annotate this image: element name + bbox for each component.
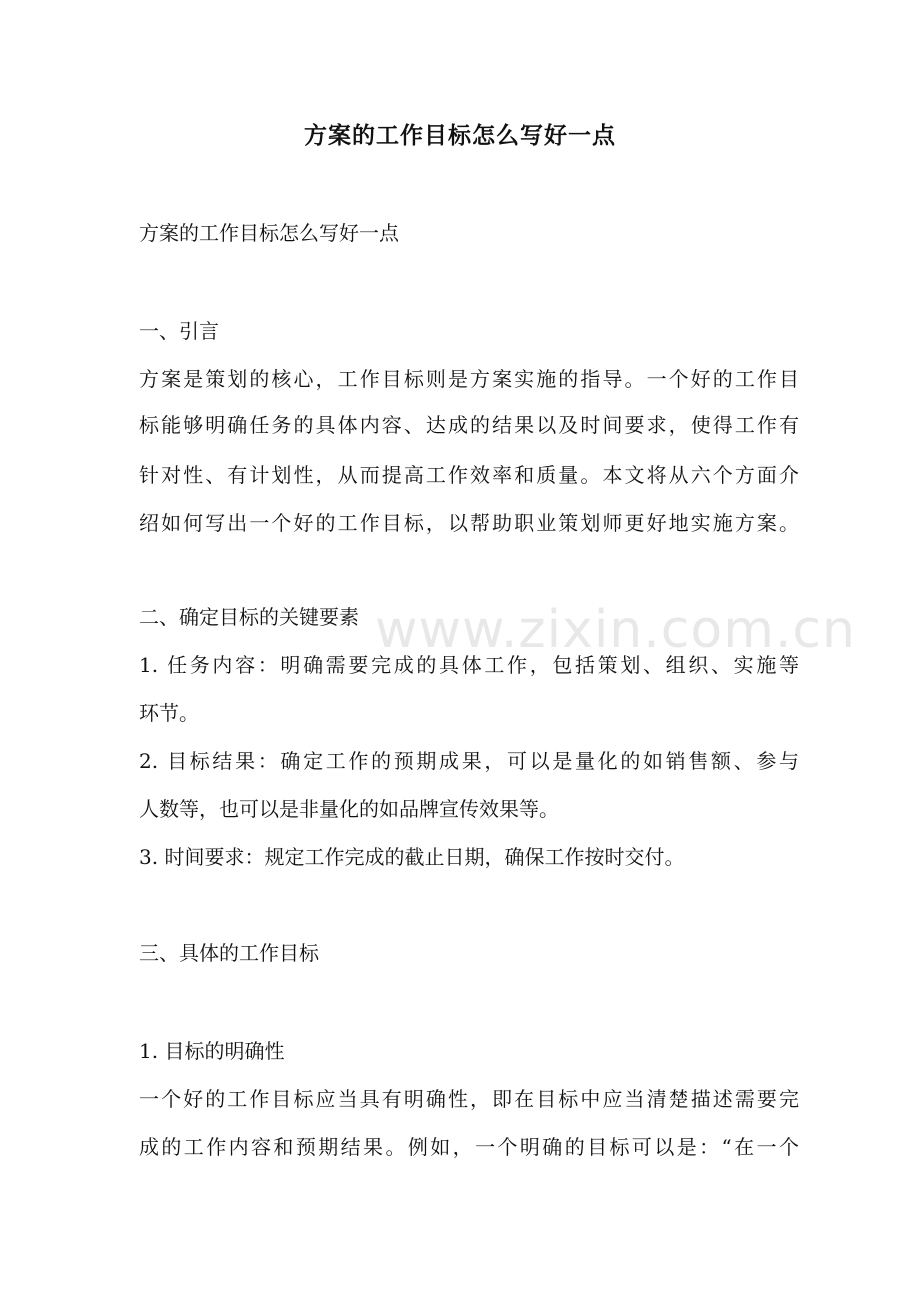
list-item-line: 3. 时间要求：规定工作完成的截止日期，确保工作按时交付。	[139, 845, 685, 869]
paragraph-line: 一个好的工作目标应当具有明确性，即在目标中应当清楚描述需要完	[139, 1087, 799, 1111]
subsection-heading: 1. 目标的明确性	[139, 1039, 285, 1063]
list-item-line: 环节。	[139, 701, 199, 725]
section1-heading: 一、引言	[139, 319, 219, 343]
paragraph-line: 成的工作内容和预期结果。例如，一个明确的目标可以是：“在一个	[139, 1135, 799, 1159]
section2-heading: 二、确定目标的关键要素	[139, 605, 359, 629]
paragraph-line: 绍如何写出一个好的工作目标，以帮助职业策划师更好地实施方案。	[139, 511, 799, 535]
list-item-line: 2. 目标结果：确定工作的预期成果，可以是量化的如销售额、参与	[139, 749, 799, 773]
paragraph-line: 标能够明确任务的具体内容、达成的结果以及时间要求，使得工作有	[139, 413, 799, 437]
list-item-line: 1. 任务内容：明确需要完成的具体工作，包括策划、组织、实施等	[139, 653, 799, 677]
list-item-line: 人数等，也可以是非量化的如品牌宣传效果等。	[139, 797, 559, 821]
document-title: 方案的工作目标怎么写好一点	[304, 122, 616, 149]
watermark: www.zixin.com.cn	[375, 600, 856, 660]
paragraph-line: 针对性、有计划性，从而提高工作效率和质量。本文将从六个方面介	[139, 463, 799, 487]
paragraph-line: 方案是策划的核心，工作目标则是方案实施的指导。一个好的工作目	[139, 367, 799, 391]
section3-heading: 三、具体的工作目标	[139, 941, 319, 965]
document-subtitle: 方案的工作目标怎么写好一点	[139, 221, 399, 245]
